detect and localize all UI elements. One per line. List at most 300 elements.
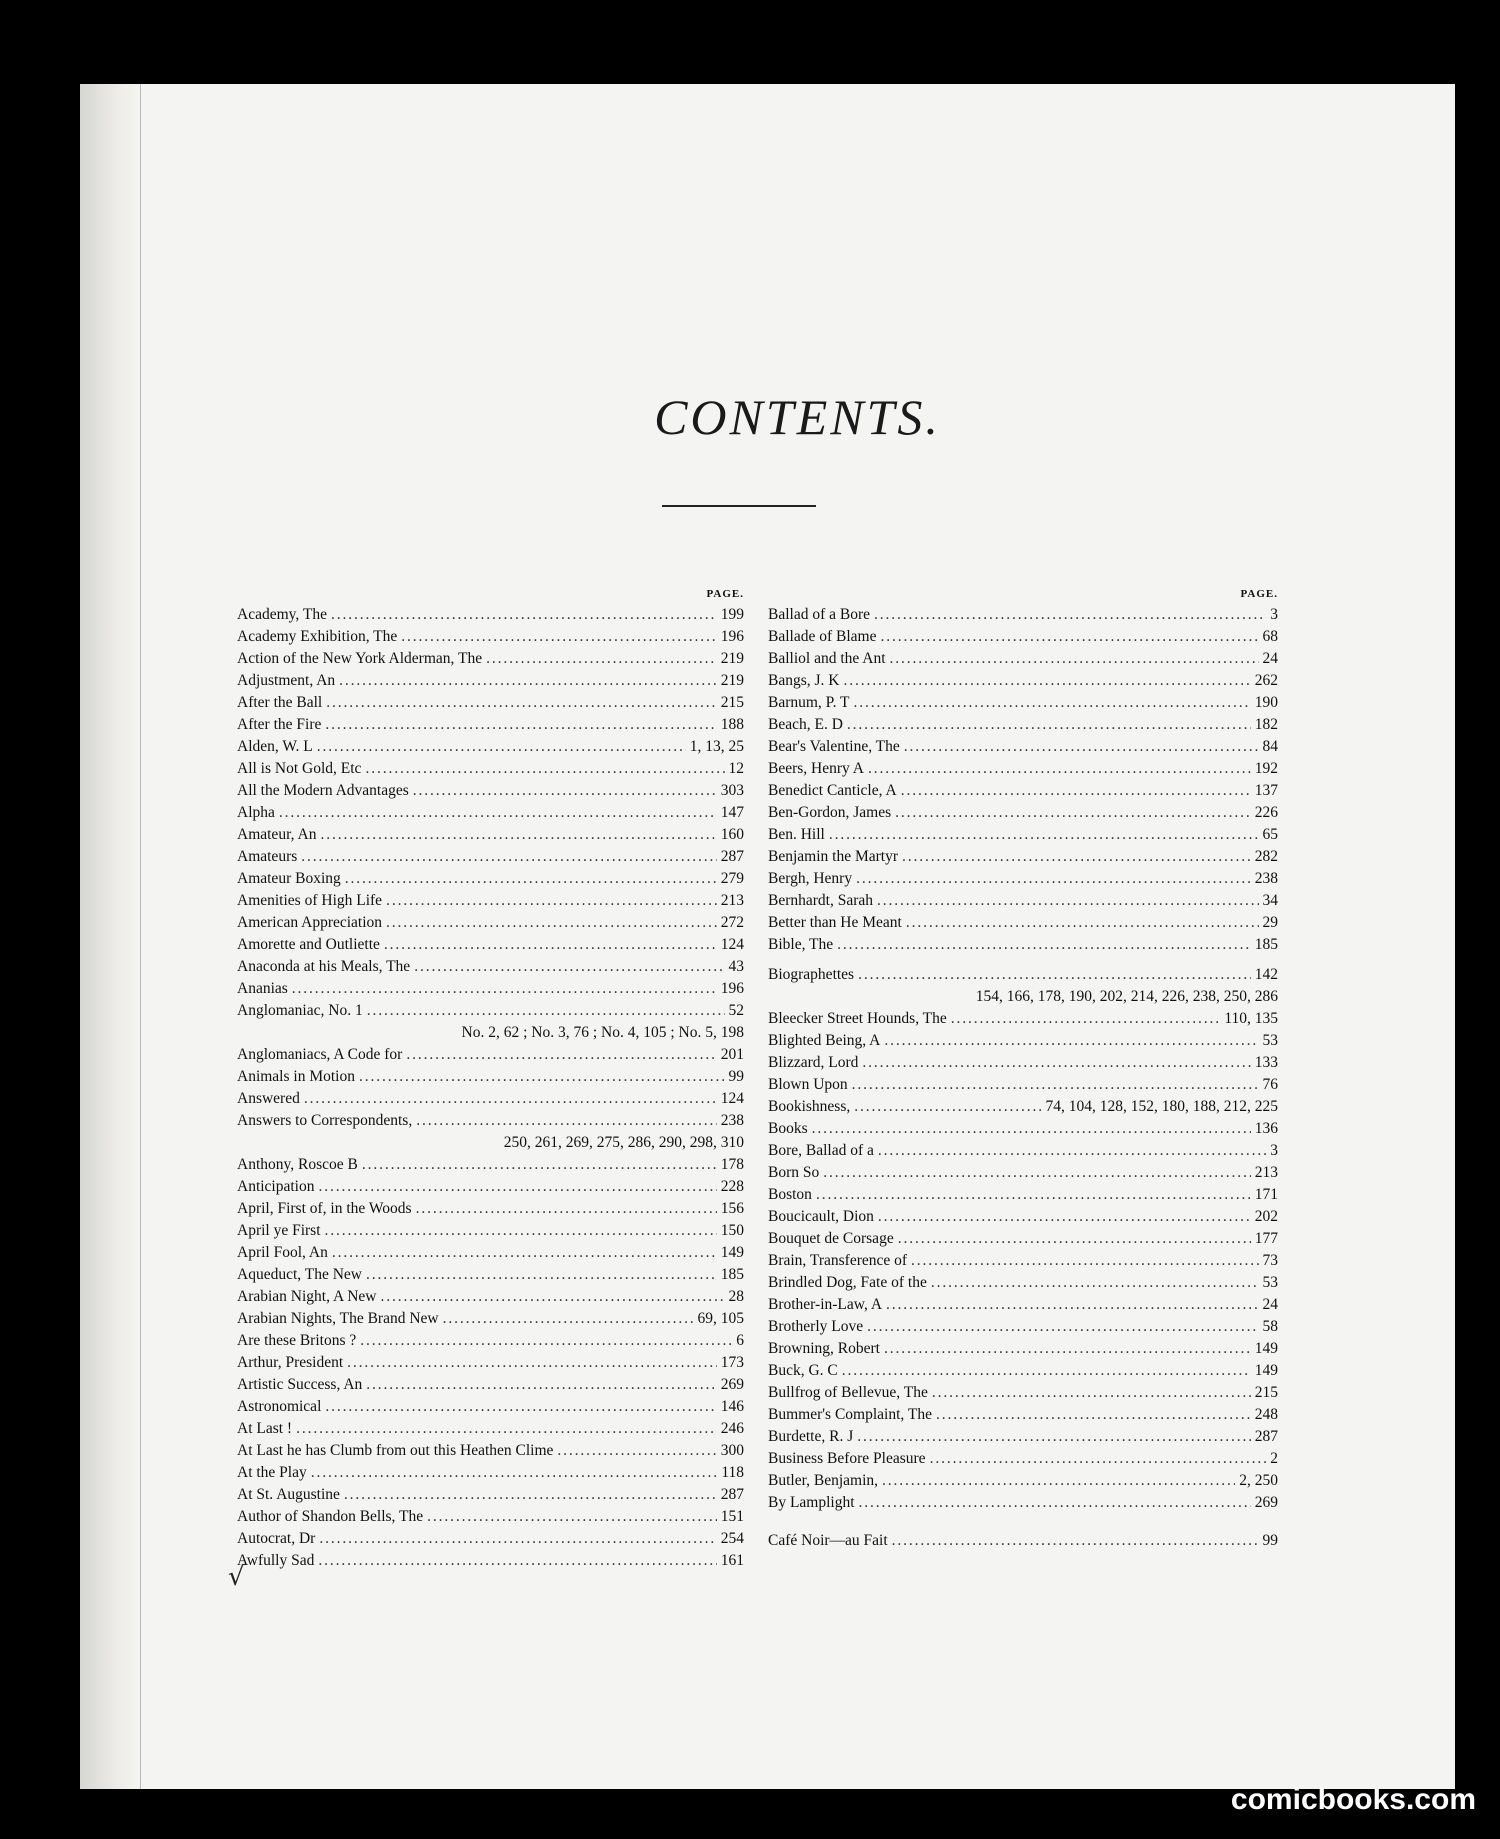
contents-entry[interactable]	[237, 1374, 744, 1396]
entry-title: Ben-Gordon, James	[768, 804, 892, 821]
entry-page-number: 282	[1254, 848, 1278, 865]
contents-entry[interactable]	[768, 1316, 1278, 1338]
dot-leader	[319, 1176, 717, 1198]
entry-page-number: 146	[720, 1398, 744, 1415]
entry-page-number: 202	[1254, 1208, 1278, 1225]
dot-leader	[301, 846, 716, 868]
dot-leader	[842, 1360, 1251, 1382]
entry-page-number: 246	[720, 1420, 744, 1437]
dot-leader	[911, 1250, 1258, 1272]
contents-entry[interactable]	[768, 1338, 1278, 1360]
contents-entry[interactable]	[768, 648, 1278, 670]
dot-leader	[857, 1426, 1251, 1448]
dot-leader	[416, 1198, 717, 1220]
contents-entry[interactable]	[768, 1250, 1278, 1272]
contents-entry[interactable]	[237, 1396, 744, 1418]
contents-entry[interactable]	[237, 1110, 744, 1132]
entry-title: Awfully Sad	[237, 1552, 315, 1569]
entry-gap	[768, 1522, 1278, 1530]
contents-entry[interactable]	[768, 670, 1278, 692]
contents-entry[interactable]	[768, 1492, 1278, 1514]
entry-page-number: 84	[1262, 738, 1278, 755]
entry-page-number: 192	[1254, 760, 1278, 777]
dot-leader	[867, 1316, 1258, 1338]
dot-leader	[854, 1096, 1041, 1118]
contents-entry[interactable]	[768, 758, 1278, 780]
entry-page-number: 3	[1270, 1142, 1278, 1159]
entry-title: Bouquet de Corsage	[768, 1230, 894, 1247]
contents-entry[interactable]	[768, 1426, 1278, 1448]
entry-title: Bernhardt, Sarah	[768, 892, 874, 909]
entry-page-number: 124	[720, 1090, 744, 1107]
contents-entry[interactable]	[237, 1484, 744, 1506]
entry-page-number: 171	[1254, 1186, 1278, 1203]
entry-title: After the Ball	[237, 694, 323, 711]
dot-leader	[345, 868, 717, 890]
contents-entry[interactable]	[237, 802, 744, 824]
dot-leader	[359, 1066, 725, 1088]
entry-title: Autocrat, Dr	[237, 1530, 316, 1547]
entry-page-number: 142	[1254, 966, 1278, 983]
contents-entry[interactable]	[768, 1008, 1278, 1030]
entry-title: Bullfrog of Bellevue, The	[768, 1384, 928, 1401]
entry-title: American Appreciation	[237, 914, 383, 931]
entry-title: Amenities of High Life	[237, 892, 383, 909]
entry-page-number: 178	[720, 1156, 744, 1173]
entry-title: Bore, Ballad of a	[768, 1142, 874, 1159]
dot-leader	[951, 1008, 1221, 1030]
entry-title: Better than He Meant	[768, 914, 902, 931]
dot-leader	[557, 1440, 716, 1462]
entry-title: At St. Augustine	[237, 1486, 340, 1503]
entry-title: Business Before Pleasure	[768, 1450, 926, 1467]
contents-entry[interactable]	[768, 912, 1278, 934]
entry-title: Born So	[768, 1164, 820, 1181]
entry-title: Astronomical	[237, 1398, 322, 1415]
dot-leader	[874, 604, 1266, 626]
entry-title: Bangs, J. K	[768, 672, 840, 689]
entry-page-number: 228	[720, 1178, 744, 1195]
contents-entry[interactable]	[237, 692, 744, 714]
dot-leader	[386, 912, 717, 934]
entry-page-number: 248	[1254, 1406, 1278, 1423]
entry-page-number: 69, 105	[697, 1310, 744, 1327]
contents-entry[interactable]	[768, 1030, 1278, 1052]
contents-entry[interactable]	[237, 1418, 744, 1440]
entry-page-number: 279	[720, 870, 744, 887]
entry-title: April Fool, An	[237, 1244, 328, 1261]
dot-leader	[401, 626, 716, 648]
entry-page-number: 53	[1262, 1032, 1278, 1049]
contents-entry[interactable]	[237, 978, 744, 1000]
title-rule	[662, 505, 816, 507]
contents-entry[interactable]	[768, 890, 1278, 912]
contents-column-left	[237, 588, 744, 1572]
contents-entry[interactable]	[237, 1506, 744, 1528]
dot-leader	[365, 758, 724, 780]
handwritten-check-mark: √	[228, 1562, 245, 1592]
dot-leader	[859, 1492, 1251, 1514]
dot-leader	[304, 1088, 717, 1110]
dot-leader	[823, 1162, 1251, 1184]
dot-leader	[890, 648, 1259, 670]
contents-entry[interactable]	[237, 780, 744, 802]
entry-page-number: 149	[1254, 1340, 1278, 1357]
entry-title: Arabian Night, A New	[237, 1288, 377, 1305]
entry-page-number: 185	[720, 1266, 744, 1283]
contents-entry[interactable]	[768, 1404, 1278, 1426]
contents-entry[interactable]	[237, 1286, 744, 1308]
contents-entry[interactable]	[768, 1052, 1278, 1074]
entry-page-number: 150	[720, 1222, 744, 1239]
dot-leader	[884, 1030, 1258, 1052]
entry-page-number: 287	[720, 848, 744, 865]
contents-entry[interactable]	[237, 934, 744, 956]
entry-title: Amorette and Outliette	[237, 936, 380, 953]
entry-page-number: 24	[1262, 650, 1278, 667]
entry-title: Boucicault, Dion	[768, 1208, 874, 1225]
contents-entry[interactable]	[237, 1528, 744, 1550]
dot-leader	[843, 670, 1250, 692]
contents-entry[interactable]	[237, 956, 744, 978]
entry-title: Balliol and the Ant	[768, 650, 886, 667]
entry-page-number: 201	[720, 1046, 744, 1063]
entry-title: Arabian Nights, The Brand New	[237, 1310, 439, 1327]
entry-page-number: 74, 104, 128, 152, 180, 188, 212, 225	[1045, 1098, 1278, 1115]
entry-title: Brindled Dog, Fate of the	[768, 1274, 927, 1291]
entry-title: Bear's Valentine, The	[768, 738, 900, 755]
dot-leader	[931, 1272, 1259, 1294]
contents-entry[interactable]	[237, 890, 744, 912]
contents-entry[interactable]	[237, 1330, 744, 1352]
dot-leader	[812, 1118, 1251, 1140]
dot-leader	[332, 1242, 717, 1264]
dot-leader	[904, 736, 1259, 758]
contents-entry[interactable]	[768, 1382, 1278, 1404]
entry-title: Barnum, P. T	[768, 694, 850, 711]
entry-page-number: 137	[1254, 782, 1278, 799]
contents-entry[interactable]	[768, 1096, 1278, 1118]
contents-entry[interactable]	[768, 1360, 1278, 1382]
contents-entry[interactable]	[768, 846, 1278, 868]
dot-leader	[366, 1374, 716, 1396]
entry-page-number: 29	[1262, 914, 1278, 931]
dot-leader	[367, 1000, 725, 1022]
entry-title: Answered	[237, 1090, 300, 1107]
contents-entry[interactable]	[237, 1264, 744, 1286]
entry-title: Browning, Robert	[768, 1340, 880, 1357]
entry-title: Bible, The	[768, 936, 834, 953]
contents-entry[interactable]	[768, 1140, 1278, 1162]
contents-entry[interactable]	[237, 1308, 744, 1330]
entry-title: At the Play	[237, 1464, 307, 1481]
contents-entry[interactable]	[768, 1074, 1278, 1096]
page-spine	[80, 84, 141, 1789]
entry-continuation: 154, 166, 178, 190, 202, 214, 226, 238, 250, 286	[975, 988, 1278, 1005]
entry-page-number: 149	[720, 1244, 744, 1261]
entry-page-number: 190	[1254, 694, 1278, 711]
contents-entry[interactable]	[237, 758, 744, 780]
dot-leader	[380, 1286, 724, 1308]
entry-page-number: 99	[728, 1068, 744, 1085]
contents-entry[interactable]	[768, 714, 1278, 736]
entry-title: Anthony, Roscoe B	[237, 1156, 358, 1173]
dot-leader	[386, 890, 717, 912]
dot-leader	[932, 1382, 1251, 1404]
entry-title: Bleecker Street Hounds, The	[768, 1010, 947, 1027]
dot-leader	[320, 824, 716, 846]
entry-page-number: 58	[1262, 1318, 1278, 1335]
entry-page-number: 24	[1262, 1296, 1278, 1313]
page-column-heading: PAGE.	[1240, 588, 1278, 600]
dot-leader	[413, 780, 717, 802]
entry-page-number: 238	[1254, 870, 1278, 887]
contents-entry[interactable]	[237, 1176, 744, 1198]
contents-entry[interactable]	[768, 780, 1278, 802]
contents-entry[interactable]	[237, 1088, 744, 1110]
contents-entry[interactable]	[768, 1162, 1278, 1184]
dot-leader	[362, 1154, 717, 1176]
contents-entry[interactable]	[768, 1184, 1278, 1206]
contents-entry[interactable]	[768, 736, 1278, 758]
entry-title: All the Modern Advantages	[237, 782, 409, 799]
entry-page-number: 177	[1254, 1230, 1278, 1247]
contents-entry[interactable]	[768, 868, 1278, 890]
contents-entry[interactable]	[768, 1470, 1278, 1492]
dot-leader	[816, 1184, 1251, 1206]
entry-title: Anglomaniacs, A Code for	[237, 1046, 403, 1063]
dot-leader	[854, 692, 1251, 714]
entry-page-number: 12	[728, 760, 744, 777]
entry-page-number: 43	[728, 958, 744, 975]
entry-page-number: 52	[728, 1002, 744, 1019]
contents-entry[interactable]	[237, 1066, 744, 1088]
contents-entry[interactable]	[768, 964, 1278, 986]
entry-title: Buck, G. C	[768, 1362, 838, 1379]
entry-page-number: 269	[720, 1376, 744, 1393]
entry-page-number: 196	[720, 628, 744, 645]
entry-page-number: 287	[720, 1486, 744, 1503]
contents-entry[interactable]	[237, 1154, 744, 1176]
contents-entry[interactable]	[237, 736, 744, 758]
contents-entry[interactable]	[237, 1242, 744, 1264]
dot-leader	[325, 714, 716, 736]
entry-title: Anglomaniac, No. 1	[237, 1002, 363, 1019]
entry-continuation: 250, 261, 269, 275, 286, 290, 298, 310	[503, 1134, 744, 1151]
entry-page-number: 254	[720, 1530, 744, 1547]
entry-title: Bookishness,	[768, 1098, 851, 1115]
entry-title: Arthur, President	[237, 1354, 344, 1371]
dot-leader	[837, 934, 1251, 956]
entry-page-number: 1, 13, 25	[689, 738, 744, 755]
page-title: CONTENTS.	[654, 389, 941, 445]
contents-entry[interactable]	[768, 1448, 1278, 1470]
contents-entry[interactable]	[237, 714, 744, 736]
dot-leader	[880, 626, 1258, 648]
dot-leader	[936, 1404, 1251, 1426]
contents-entry[interactable]	[237, 1044, 744, 1066]
contents-entry[interactable]	[768, 1206, 1278, 1228]
contents-entry[interactable]	[768, 692, 1278, 714]
dot-leader	[868, 758, 1251, 780]
entry-title: Amateur, An	[237, 826, 317, 843]
entry-page-number: 99	[1262, 1532, 1278, 1549]
contents-entry[interactable]	[237, 824, 744, 846]
entry-page-number: 196	[720, 980, 744, 997]
entry-page-number: 149	[1254, 1362, 1278, 1379]
contents-entry[interactable]	[237, 1220, 744, 1242]
dot-leader	[856, 868, 1251, 890]
contents-entry[interactable]	[237, 1462, 744, 1484]
contents-entry[interactable]	[237, 868, 744, 890]
dot-leader	[360, 1330, 732, 1352]
entry-title: Blighted Being, A	[768, 1032, 881, 1049]
contents-entry[interactable]	[768, 626, 1278, 648]
entry-title: Amateurs	[237, 848, 298, 865]
dot-leader	[279, 802, 717, 824]
entry-title: Ananias	[237, 980, 288, 997]
dot-leader	[414, 956, 724, 978]
contents-entry[interactable]	[237, 604, 744, 626]
entry-title: April, First of, in the Woods	[237, 1200, 412, 1217]
entry-page-number: 303	[720, 782, 744, 799]
entry-page-number: 199	[720, 606, 744, 623]
dot-leader	[325, 1220, 717, 1242]
entry-page-number: 133	[1254, 1054, 1278, 1071]
entry-title: Artistic Success, An	[237, 1376, 363, 1393]
entry-title: Adjustment, An	[237, 672, 336, 689]
entry-page-number: 182	[1254, 716, 1278, 733]
entry-title: Action of the New York Alderman, The	[237, 650, 483, 667]
dot-leader	[427, 1506, 717, 1528]
entry-title: Beach, E. D	[768, 716, 843, 733]
entry-title: After the Fire	[237, 716, 322, 733]
entry-title: Brother-in-Law, A	[768, 1296, 883, 1313]
entry-title: Anticipation	[237, 1178, 315, 1195]
entry-page-number: 53	[1262, 1274, 1278, 1291]
dot-leader	[847, 714, 1251, 736]
entry-title: Butler, Benjamin,	[768, 1472, 879, 1489]
contents-entry[interactable]	[768, 604, 1278, 626]
entry-title: Amateur Boxing	[237, 870, 341, 887]
entry-page-number: 151	[720, 1508, 744, 1525]
contents-entry[interactable]	[768, 1294, 1278, 1316]
contents-entry[interactable]	[768, 1118, 1278, 1140]
entry-title: At Last !	[237, 1420, 293, 1437]
contents-column-right	[768, 588, 1278, 1552]
entry-title: Anaconda at his Meals, The	[237, 958, 411, 975]
dot-leader	[317, 736, 686, 758]
contents-entry[interactable]	[768, 802, 1278, 824]
entry-title: Alpha	[237, 804, 275, 821]
entry-page-number: 185	[1254, 936, 1278, 953]
entry-page-number: 73	[1262, 1252, 1278, 1269]
entry-title: Bergh, Henry	[768, 870, 853, 887]
entry-title: Author of Shandon Bells, The	[237, 1508, 424, 1525]
entry-title: At Last he has Clumb from out this Heathen Clime	[237, 1442, 554, 1459]
entry-title: Blown Upon	[768, 1076, 848, 1093]
dot-leader	[895, 802, 1251, 824]
dot-leader	[898, 1228, 1251, 1250]
entry-title: Café Noir—au Fait	[768, 1532, 888, 1549]
entry-page-number: 3	[1270, 606, 1278, 623]
entry-page-number: 272	[720, 914, 744, 931]
dot-leader	[344, 1484, 717, 1506]
entry-page-number: 287	[1254, 1428, 1278, 1445]
entry-title: Animals in Motion	[237, 1068, 355, 1085]
dot-leader	[292, 978, 717, 1000]
entry-page-number: 219	[720, 672, 744, 689]
entry-page-number: 156	[720, 1200, 744, 1217]
entry-page-number: 118	[721, 1464, 744, 1481]
dot-leader	[884, 1338, 1251, 1360]
entry-page-number: 238	[720, 1112, 744, 1129]
entry-page-number: 110, 135	[1224, 1010, 1278, 1027]
entry-page-number: 213	[1254, 1164, 1278, 1181]
entry-page-number: 65	[1262, 826, 1278, 843]
contents-entry[interactable]	[237, 912, 744, 934]
entry-page-number: 215	[720, 694, 744, 711]
dot-leader	[906, 912, 1259, 934]
entry-title: All is Not Gold, Etc	[237, 760, 362, 777]
site-watermark: comicbooks.com	[1230, 1783, 1476, 1816]
dot-leader	[862, 1052, 1250, 1074]
dot-leader	[878, 1206, 1251, 1228]
entry-title: Brotherly Love	[768, 1318, 864, 1335]
dot-leader	[443, 1308, 694, 1330]
contents-list-right	[768, 604, 1278, 1552]
entry-title: Answers to Correspondents,	[237, 1112, 413, 1129]
dot-leader	[311, 1462, 718, 1484]
dot-leader	[882, 1470, 1235, 1492]
entry-title: April ye First	[237, 1222, 321, 1239]
entry-page-number: 147	[720, 804, 744, 821]
contents-entry[interactable]	[237, 648, 744, 670]
dot-leader	[347, 1352, 717, 1374]
entry-title: Bummer's Complaint, The	[768, 1406, 932, 1423]
entry-title: Are these Britons ?	[237, 1332, 357, 1349]
entry-title: Benjamin the Martyr	[768, 848, 898, 865]
dot-leader	[331, 604, 717, 626]
contents-entry[interactable]	[768, 824, 1278, 846]
entry-title: Alden, W. L	[237, 738, 313, 755]
dot-leader	[406, 1044, 716, 1066]
contents-entry[interactable]	[237, 1352, 744, 1374]
contents-entry[interactable]	[768, 1272, 1278, 1294]
contents-entry[interactable]	[237, 846, 744, 868]
entry-title: Burdette, R. J	[768, 1428, 854, 1445]
entry-page-number: 68	[1262, 628, 1278, 645]
contents-entry[interactable]	[768, 1228, 1278, 1250]
entry-page-number: 226	[1254, 804, 1278, 821]
contents-entry[interactable]	[237, 1440, 744, 1462]
contents-entry[interactable]	[237, 1198, 744, 1220]
contents-entry[interactable]	[237, 670, 744, 692]
contents-entry[interactable]	[237, 1550, 744, 1572]
contents-entry[interactable]	[768, 934, 1278, 956]
entry-page-number: 34	[1262, 892, 1278, 909]
dot-leader	[486, 648, 717, 670]
entry-title: Boston	[768, 1186, 812, 1203]
contents-entry[interactable]	[768, 1530, 1278, 1552]
entry-title: Academy, The	[237, 606, 327, 623]
entry-page-number: 188	[720, 716, 744, 733]
entry-page-number: 173	[720, 1354, 744, 1371]
contents-entry[interactable]	[237, 626, 744, 648]
dot-leader	[318, 1550, 716, 1572]
contents-entry[interactable]	[237, 1000, 744, 1022]
entry-title: Aqueduct, The New	[237, 1266, 362, 1283]
